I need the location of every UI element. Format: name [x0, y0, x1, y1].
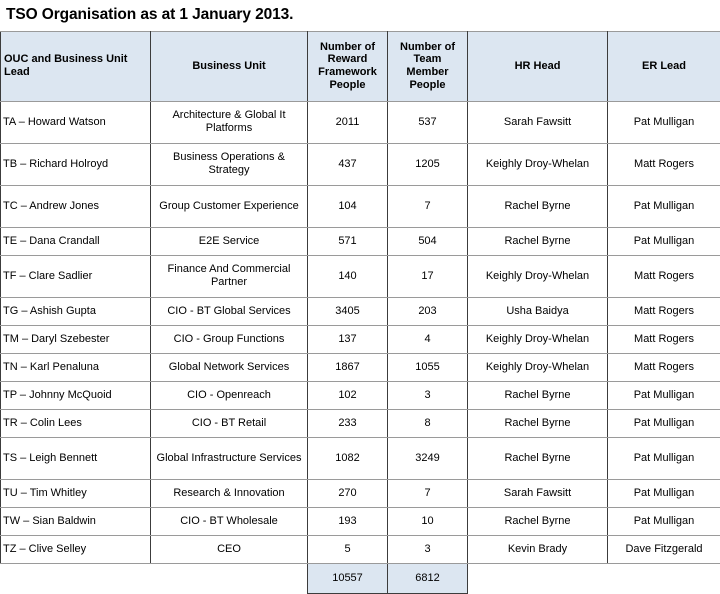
cell-business-unit: Finance And Commercial Partner	[151, 255, 308, 297]
cell-team-member-people: 8	[388, 409, 468, 437]
cell-business-unit: Research & Innovation	[151, 479, 308, 507]
cell-team-member-people: 3	[388, 535, 468, 563]
cell-team-member-people: 3249	[388, 437, 468, 479]
table-row	[1, 507, 720, 535]
cell-reward-framework-people: 193	[308, 507, 388, 535]
cell-team-member-people: 7	[388, 185, 468, 227]
cell-er-lead: Pat Mulligan	[608, 409, 720, 437]
total-reward-framework-people: 10557	[308, 563, 388, 593]
cell-ouc-and-business-unit-lead: TE – Dana Crandall	[1, 227, 151, 255]
cell-business-unit: CIO - Group Functions	[151, 325, 308, 353]
cell-hr-head: Rachel Byrne	[468, 381, 608, 409]
cell-business-unit: Group Customer Experience	[151, 185, 308, 227]
cell-reward-framework-people: 5	[308, 535, 388, 563]
cell-er-lead: Matt Rogers	[608, 353, 720, 381]
cell-reward-framework-people: 104	[308, 185, 388, 227]
cell-team-member-people: 17	[388, 255, 468, 297]
cell-ouc-and-business-unit-lead: TZ – Clive Selley	[1, 535, 151, 563]
table-row	[1, 535, 720, 563]
cell-er-lead: Matt Rogers	[608, 297, 720, 325]
cell-reward-framework-people: 2011	[308, 101, 388, 143]
cell-ouc-and-business-unit-lead: TB – Richard Holroyd	[1, 143, 151, 185]
table-row	[1, 409, 720, 437]
cell-er-lead: Pat Mulligan	[608, 227, 720, 255]
cell-er-lead: Pat Mulligan	[608, 437, 720, 479]
cell-business-unit: CEO	[151, 535, 308, 563]
cell-ouc-and-business-unit-lead: TS – Leigh Bennett	[1, 437, 151, 479]
cell-hr-head: Rachel Byrne	[468, 409, 608, 437]
cell-team-member-people: 10	[388, 507, 468, 535]
totals-row	[1, 563, 720, 593]
cell-reward-framework-people: 137	[308, 325, 388, 353]
column-header-reward-framework-people: Number of Reward Framework People	[308, 31, 388, 101]
cell-er-lead: Dave Fitzgerald	[608, 535, 720, 563]
cell-team-member-people: 7	[388, 479, 468, 507]
cell-er-lead: Pat Mulligan	[608, 101, 720, 143]
cell-er-lead: Pat Mulligan	[608, 185, 720, 227]
cell-ouc-and-business-unit-lead: TA – Howard Watson	[1, 101, 151, 143]
table-row	[1, 143, 720, 185]
cell-reward-framework-people: 3405	[308, 297, 388, 325]
cell-business-unit: Architecture & Global It Platforms	[151, 101, 308, 143]
cell-reward-framework-people: 437	[308, 143, 388, 185]
cell-hr-head: Rachel Byrne	[468, 185, 608, 227]
cell-team-member-people: 504	[388, 227, 468, 255]
column-header-business-unit: Business Unit	[151, 31, 308, 101]
cell-business-unit: CIO - BT Global Services	[151, 297, 308, 325]
table-row	[1, 381, 720, 409]
table-row	[1, 353, 720, 381]
cell-hr-head: Keighly Droy-Whelan	[468, 255, 608, 297]
cell-hr-head: Rachel Byrne	[468, 227, 608, 255]
cell-ouc-and-business-unit-lead: TC – Andrew Jones	[1, 185, 151, 227]
table-row	[1, 325, 720, 353]
cell-team-member-people: 3	[388, 381, 468, 409]
cell-hr-head: Keighly Droy-Whelan	[468, 143, 608, 185]
cell-er-lead: Pat Mulligan	[608, 507, 720, 535]
cell-hr-head: Usha Baidya	[468, 297, 608, 325]
cell-hr-head: Keighly Droy-Whelan	[468, 353, 608, 381]
header-row	[1, 31, 720, 101]
cell-ouc-and-business-unit-lead: TF – Clare Sadlier	[1, 255, 151, 297]
cell-hr-head: Rachel Byrne	[468, 437, 608, 479]
cell-ouc-and-business-unit-lead: TM – Daryl Szebester	[1, 325, 151, 353]
table-header	[1, 31, 720, 101]
column-header-team-member-people: Number of Team Member People	[388, 31, 468, 101]
table-row	[1, 101, 720, 143]
cell-business-unit: E2E Service	[151, 227, 308, 255]
cell-business-unit: CIO - Openreach	[151, 381, 308, 409]
cell-ouc-and-business-unit-lead: TR – Colin Lees	[1, 409, 151, 437]
cell-reward-framework-people: 140	[308, 255, 388, 297]
cell-reward-framework-people: 1082	[308, 437, 388, 479]
table-row	[1, 437, 720, 479]
cell-reward-framework-people: 571	[308, 227, 388, 255]
cell-team-member-people: 203	[388, 297, 468, 325]
cell-hr-head: Sarah Fawsitt	[468, 479, 608, 507]
cell-ouc-and-business-unit-lead: TN – Karl Penaluna	[1, 353, 151, 381]
cell-hr-head: Keighly Droy-Whelan	[468, 325, 608, 353]
cell-reward-framework-people: 102	[308, 381, 388, 409]
table-row	[1, 297, 720, 325]
cell-ouc-and-business-unit-lead: TU – Tim Whitley	[1, 479, 151, 507]
column-header-ouc-and-business-unit-lead: OUC and Business Unit Lead	[1, 31, 151, 101]
cell-hr-head: Rachel Byrne	[468, 507, 608, 535]
cell-er-lead: Pat Mulligan	[608, 381, 720, 409]
cell-business-unit: Business Operations & Strategy	[151, 143, 308, 185]
cell-team-member-people: 1205	[388, 143, 468, 185]
cell-ouc-and-business-unit-lead: TG – Ashish Gupta	[1, 297, 151, 325]
totals-spacer-business-unit	[151, 563, 308, 593]
cell-team-member-people: 1055	[388, 353, 468, 381]
cell-ouc-and-business-unit-lead: TW – Sian Baldwin	[1, 507, 151, 535]
totals-spacer-er-lead	[608, 563, 720, 593]
cell-ouc-and-business-unit-lead: TP – Johnny McQuoid	[1, 381, 151, 409]
column-header-hr-head: HR Head	[468, 31, 608, 101]
cell-business-unit: CIO - BT Wholesale	[151, 507, 308, 535]
table-row	[1, 185, 720, 227]
table-row	[1, 479, 720, 507]
cell-reward-framework-people: 233	[308, 409, 388, 437]
cell-reward-framework-people: 1867	[308, 353, 388, 381]
cell-hr-head: Sarah Fawsitt	[468, 101, 608, 143]
cell-team-member-people: 4	[388, 325, 468, 353]
cell-er-lead: Matt Rogers	[608, 143, 720, 185]
cell-er-lead: Matt Rogers	[608, 255, 720, 297]
total-team-member-people: 6812	[388, 563, 468, 593]
cell-business-unit: Global Network Services	[151, 353, 308, 381]
cell-team-member-people: 537	[388, 101, 468, 143]
totals-spacer-hr-head	[468, 563, 608, 593]
cell-er-lead: Matt Rogers	[608, 325, 720, 353]
totals-spacer-lead	[1, 563, 151, 593]
table-body	[1, 101, 720, 593]
column-header-er-lead: ER Lead	[608, 31, 720, 101]
cell-business-unit: CIO - BT Retail	[151, 409, 308, 437]
cell-er-lead: Pat Mulligan	[608, 479, 720, 507]
tso-organisation-table	[0, 31, 720, 594]
page-title: TSO Organisation as at 1 January 2013.	[0, 0, 720, 23]
cell-reward-framework-people: 270	[308, 479, 388, 507]
cell-hr-head: Kevin Brady	[468, 535, 608, 563]
table-row	[1, 227, 720, 255]
table-row	[1, 255, 720, 297]
cell-business-unit: Global Infrastructure Services	[151, 437, 308, 479]
